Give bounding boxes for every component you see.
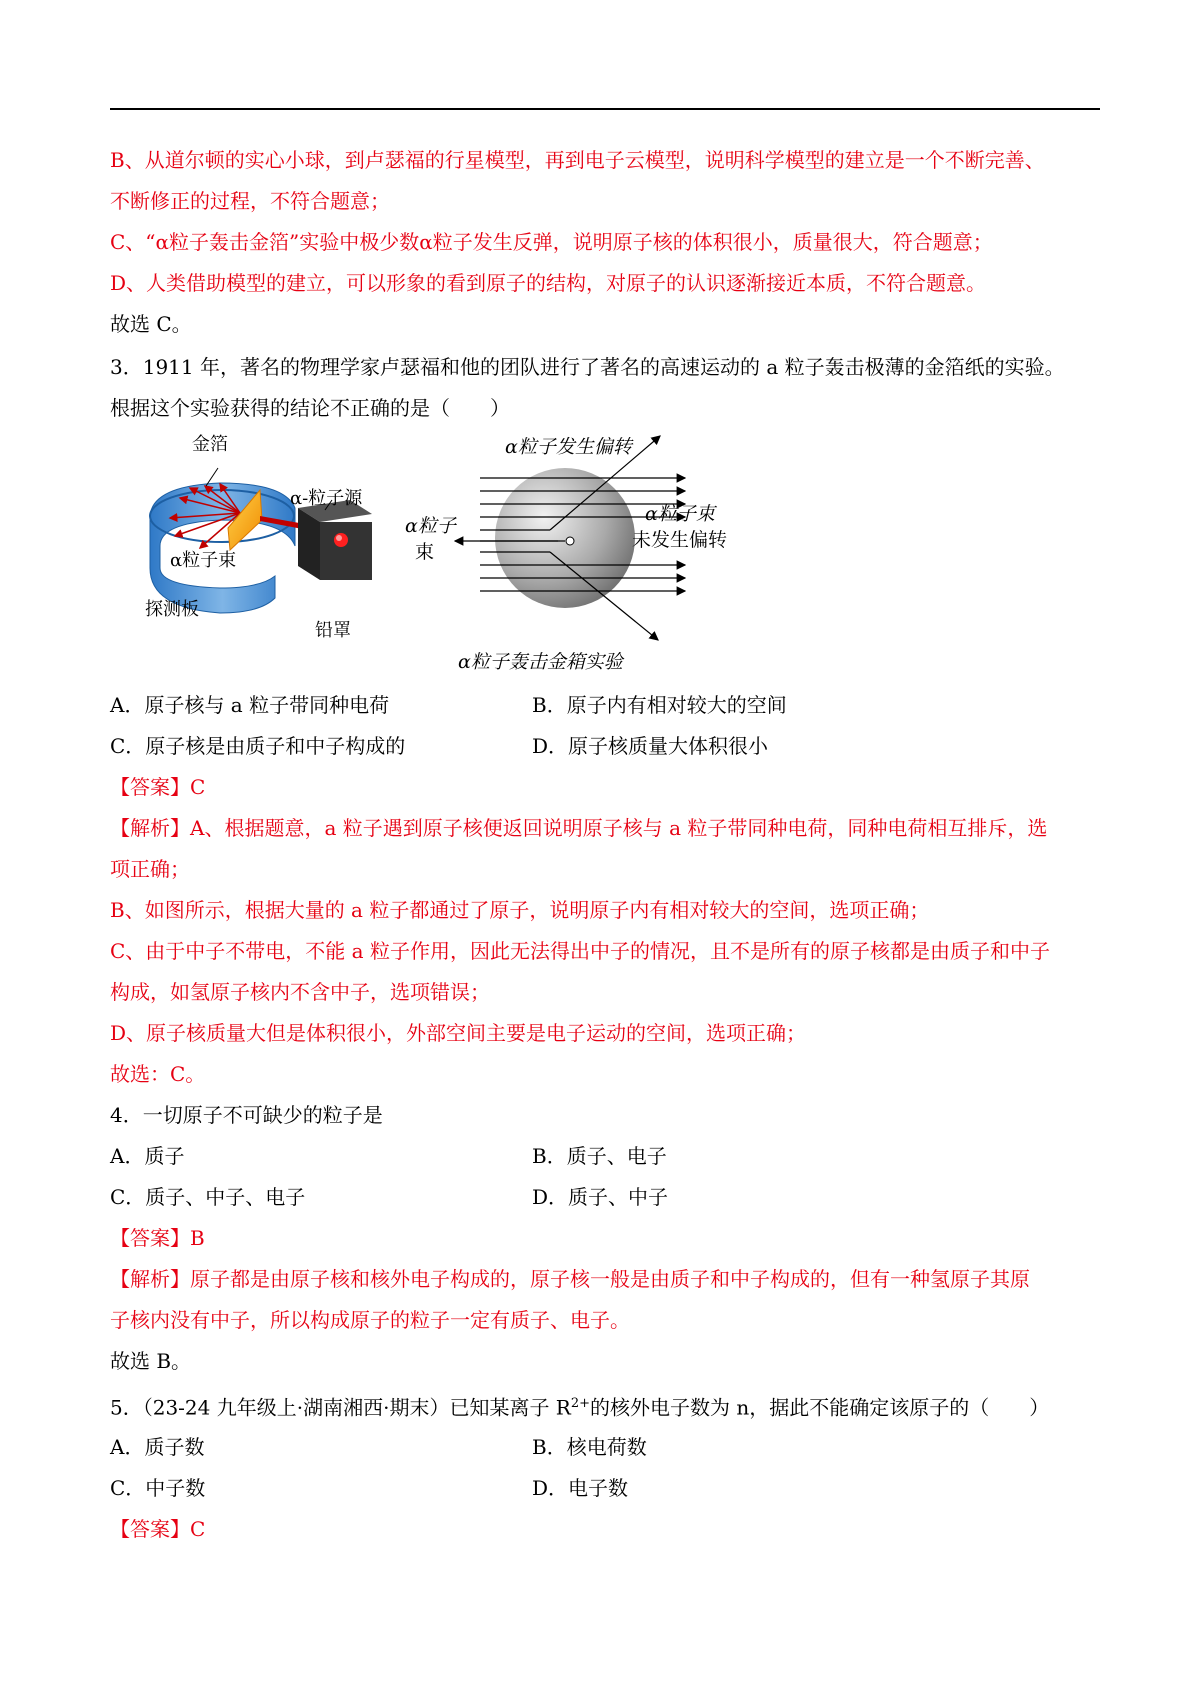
label-source: α-粒子源	[290, 488, 363, 509]
label-beam: α粒子束	[170, 550, 237, 571]
conclusion: 故选 C。	[110, 312, 192, 336]
q3-stem: 3．1911 年，著名的物理学家卢瑟福和他的团队进行了著名的高速运动的 a 粒子轰击极薄的金箔纸的实验。	[110, 355, 1065, 379]
q5-stem-a: 5．（23-24 九年级上·湖南湘西·期末）已知某离子 R	[110, 1395, 571, 1420]
q5-option-d: D．电子数	[532, 1476, 629, 1500]
q4-stem: 4．一切原子不可缺少的粒子是	[110, 1103, 383, 1127]
lead-shield	[298, 500, 372, 580]
q3-option-c: C．原子核是由质子和中子构成的	[110, 734, 406, 758]
q3-option-b: B．原子内有相对较大的空间	[532, 693, 787, 717]
q3-answer: 【答案】C	[110, 775, 206, 799]
figure-caption: α粒子轰击金箱实验	[458, 651, 623, 673]
q3-analysis-line: 构成，如氢原子核内不含中子，选项错误；	[110, 980, 490, 1004]
q3-conclusion: 故选：C。	[110, 1062, 206, 1086]
q4-analysis-line: 【解析】原子都是由原子核和核外电子构成的，原子核一般是由质子和中子构成的，但有一种氢原子其原	[110, 1267, 1030, 1291]
q5-charge: 2+	[570, 1396, 591, 1411]
label-back-beam-2: 束	[415, 541, 435, 563]
label-undeflected: α粒子束	[645, 503, 715, 525]
q4-option-b: B．质子、电子	[532, 1144, 667, 1168]
q4-conclusion: 故选 B。	[110, 1349, 192, 1373]
q5-option-c: C．中子数	[110, 1476, 206, 1500]
q5-stem-b: 的核外电子数为 n，据此不能确定该原子的（ ）	[590, 1395, 1050, 1420]
q4-analysis-line: 子核内没有中子，所以构成原子的粒子一定有质子、电子。	[110, 1308, 630, 1332]
label-undeflected-2: 未发生偏转	[632, 529, 728, 551]
q5-option-a: A．质子数	[110, 1435, 205, 1459]
q3-analysis-line: 【解析】A、根据题意，a 粒子遇到原子核便返回说明原子核与 a 粒子带同种电荷，同种电荷相互排斥，选	[110, 816, 1048, 840]
label-detector: 探测板	[145, 599, 199, 620]
q3-analysis-line: D、原子核质量大但是体积很小，外部空间主要是电子运动的空间，选项正确；	[110, 1021, 807, 1045]
analysis-line: B、从道尔顿的实心小球，到卢瑟福的行星模型，再到电子云模型，说明科学模型的建立是一个不断完善、	[110, 148, 1045, 172]
detector-ring	[150, 483, 295, 613]
q3-analysis-line: 项正确；	[110, 857, 190, 881]
analysis-line: C、“α粒子轰击金箔”实验中极少数α粒子发生反弹，说明原子核的体积很小，质量很大，符合题意；	[110, 230, 993, 254]
analysis-line: D、人类借助模型的建立，可以形象的看到原子的结构，对原子的认识逐渐接近本质，不符合题意。	[110, 271, 987, 295]
label-gold-foil: 金箔	[192, 434, 228, 455]
label-deflect: α粒子发生偏转	[505, 436, 632, 458]
q4-option-d: D．质子、中子	[532, 1185, 669, 1209]
q4-option-c: C．质子、中子、电子	[110, 1185, 306, 1209]
label-shield: 铅罩	[315, 620, 351, 641]
q5-answer: 【答案】C	[110, 1517, 206, 1541]
q5-stem	[110, 1391, 1049, 1421]
q3-option-d: D．原子核质量大体积很小	[532, 734, 769, 758]
header-rule	[110, 108, 1100, 110]
q3-analysis-line: B、如图所示，根据大量的 a 粒子都通过了原子，说明原子内有相对较大的空间，选项正确；	[110, 898, 930, 922]
q3-stem-cont: 根据这个实验获得的结论不正确的是（ ）	[110, 396, 510, 420]
analysis-line: 不断修正的过程，不符合题意；	[110, 189, 390, 213]
q3-analysis-line: C、由于中子不带电，不能 a 粒子作用，因此无法得出中子的情况，且不是所有的原子核都是由质子和中子	[110, 939, 1050, 963]
q4-answer: 【答案】B	[110, 1226, 205, 1250]
q3-option-a: A．原子核与 a 粒子带同种电荷	[110, 693, 390, 717]
rutherford-figure	[110, 428, 730, 673]
label-back-beam: α粒子	[405, 515, 456, 537]
q4-option-a: A．质子	[110, 1144, 185, 1168]
q5-option-b: B．核电荷数	[532, 1435, 647, 1459]
